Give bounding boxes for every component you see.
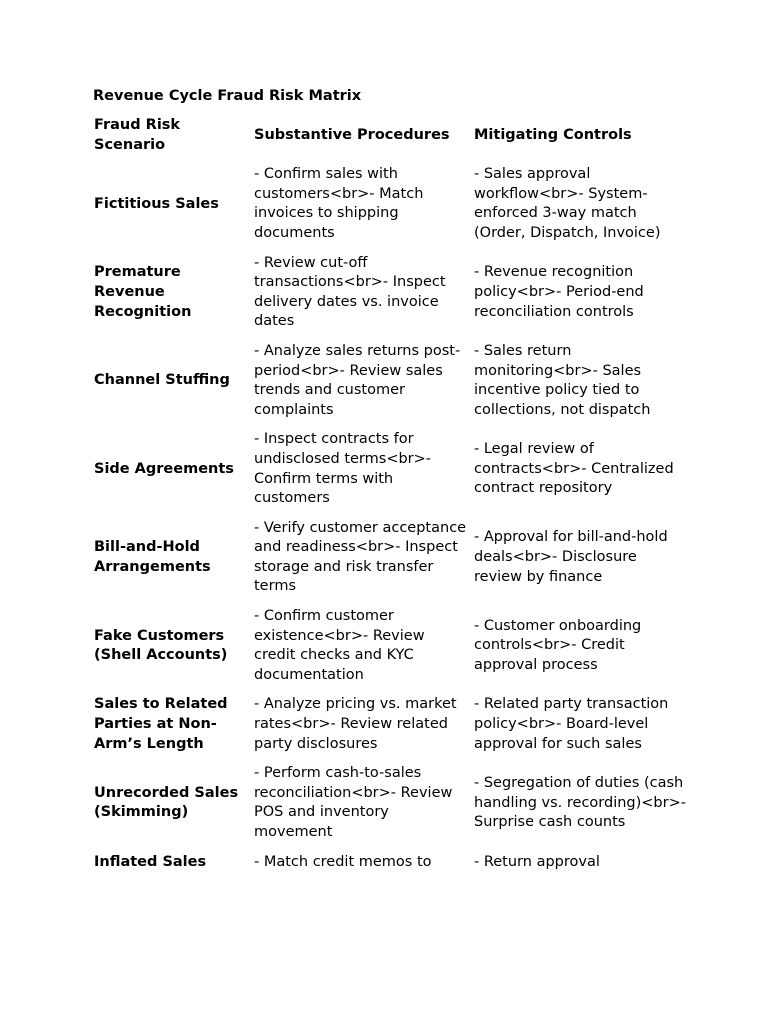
scenario-cell: Sales to Related Parties at Non-Arm’s Length: [94, 696, 228, 752]
controls-cell: - Related party transaction policy<br>- Board-level approval for such sales: [474, 696, 669, 752]
controls-cell: - Segregation of duties (cash handling vs. recording)<br>- Surprise cash counts: [474, 775, 686, 831]
table-row: [93, 607, 693, 695]
table-header-row: [93, 116, 693, 165]
header-substantive-procedures: Substantive Procedures: [254, 126, 450, 143]
document-title: Revenue Cycle Fraud Risk Matrix: [93, 88, 362, 104]
table-row: [93, 165, 693, 253]
procedures-cell: - Match credit memos to: [254, 853, 432, 870]
procedures-cell: - Confirm sales with customers<br>- Match invoices to shipping documents: [254, 166, 424, 241]
table-row: [93, 254, 693, 342]
scenario-cell: Premature Revenue Recognition: [94, 264, 192, 320]
controls-cell: - Return approval: [474, 853, 600, 870]
controls-cell: - Customer onboarding controls<br>- Credit approval process: [474, 617, 642, 674]
controls-cell: - Legal review of contracts<br>- Centralized contract repository: [474, 441, 674, 497]
fraud-risk-matrix-table: [93, 116, 693, 882]
table-row: [93, 695, 693, 764]
procedures-cell: - Analyze sales returns post-period<br>- Review sales trends and customer complaints: [254, 342, 461, 418]
table-row: [93, 342, 693, 430]
controls-cell: - Revenue recognition policy<br>- Period-end reconciliation controls: [474, 264, 644, 320]
controls-cell: - Sales return monitoring<br>- Sales incentive policy tied to collections, not dispatch: [474, 342, 651, 418]
procedures-cell: - Confirm customer existence<br>- Review credit checks and KYC documentation: [254, 608, 425, 683]
procedures-cell: - Verify customer acceptance and readiness<br>- Inspect storage and risk transfer terms: [254, 519, 467, 595]
scenario-cell: Channel Stuffing: [94, 372, 230, 389]
header-mitigating-controls: Mitigating Controls: [474, 126, 632, 143]
scenario-cell: Fictitious Sales: [94, 195, 219, 212]
scenario-cell: Inflated Sales: [94, 853, 207, 870]
document-page: [93, 86, 693, 882]
procedures-cell: - Analyze pricing vs. market rates<br>- Review related party disclosures: [254, 696, 457, 752]
scenario-cell: Unrecorded Sales (Skimming): [94, 784, 239, 821]
scenario-cell: Side Agreements: [94, 460, 234, 477]
scenario-cell: Fake Customers (Shell Accounts): [94, 627, 228, 664]
table-row: [93, 519, 693, 607]
table-row: [93, 853, 693, 883]
table-row: [93, 430, 693, 518]
procedures-cell: - Inspect contracts for undisclosed terms<br>- Confirm terms with customers: [254, 431, 432, 507]
scenario-cell: Bill-and-Hold Arrangements: [94, 539, 211, 575]
header-fraud-risk-scenario: Fraud Risk Scenario: [94, 117, 181, 153]
procedures-cell: - Review cut-off transactions<br>- Inspect delivery dates vs. invoice dates: [254, 254, 446, 330]
controls-cell: - Sales approval workflow<br>- System-enforced 3-way match (Order, Dispatch, Invoice): [474, 166, 661, 241]
controls-cell: - Approval for bill-and-hold deals<br>- Disclosure review by finance: [474, 529, 668, 585]
table-row: [93, 764, 693, 852]
procedures-cell: - Perform cash-to-sales reconciliation<br>- Review POS and inventory movement: [254, 765, 453, 840]
